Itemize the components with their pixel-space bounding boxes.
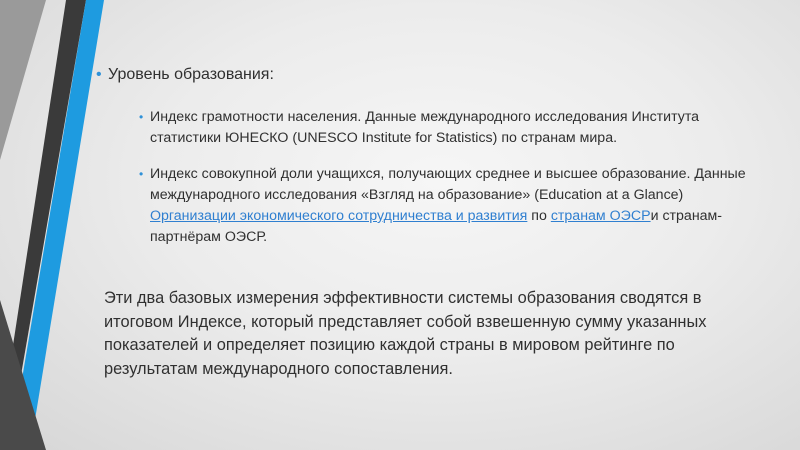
heading-text: Уровень образования: (108, 66, 274, 83)
heading-bullet (96, 66, 274, 84)
list-item-text-middle: по (527, 208, 551, 224)
list-item-text-before: Индекс совокупной доли учащихся, получающих среднее и высшее образование. Данные международного исследования «Взгляд на образование» (Education at a Glance) (150, 166, 746, 203)
list-item-text-after: и странам-партнёрам ОЭСР. (150, 208, 723, 245)
summary-paragraph: Эти два базовых измерения эффективности системы образования сводятся в итоговом Индексе, который представляет собой взвешенную сумму указанных показателей и определяет позицию каждой страны в мировом рейтинге по результатам международного сопоставления. (104, 289, 707, 378)
list-item-enrollment-index (139, 164, 750, 248)
bullet-icon: • (139, 167, 144, 181)
list-item-text: Индекс грамотности населения. Данные международного исследования Института статистики ЮНЕСКО (UNESCO Institute for Statistics) по странам мира. (150, 109, 700, 146)
list-item-literacy-index (139, 107, 750, 149)
oecd-link[interactable]: Организации экономического сотрудничества и развития (150, 208, 528, 224)
bullet-icon: • (139, 110, 144, 124)
oecd-countries-link[interactable]: странам ОЭСР (550, 208, 651, 224)
bullet-icon: • (96, 66, 102, 83)
